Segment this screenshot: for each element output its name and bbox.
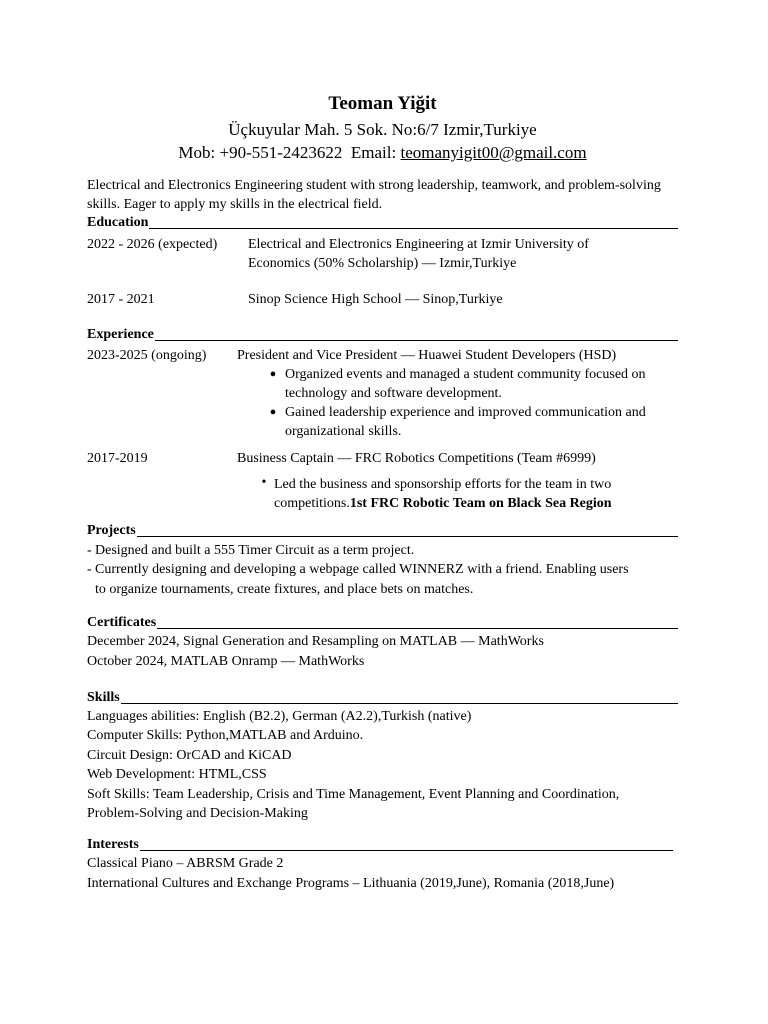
skill-item: Problem-Solving and Decision-Making: [87, 806, 308, 822]
education-date: 2017 - 2021: [87, 292, 155, 307]
section-title: Education: [87, 215, 149, 230]
section-rule: [137, 536, 678, 537]
certificate-item: October 2024, MATLAB Onramp — MathWorks: [87, 653, 365, 669]
achievement-text: 1st FRC Robotic Team on Black Sea Region: [349, 496, 612, 511]
skill-item: Languages abilities: English (B2.2), German (A2.2),Turkish (native): [87, 709, 472, 725]
bullet-line: technology and software development.: [285, 386, 502, 401]
education-line: Economics (50% Scholarship) — Izmir,Turkiye: [248, 256, 517, 271]
section-rule: [155, 340, 678, 341]
experience-date: 2023-2025 (ongoing): [87, 348, 207, 363]
section-rule: [121, 703, 678, 704]
bullet-text: [274, 475, 612, 513]
section-rule: [140, 850, 673, 851]
address-line: Üçkuyular Mah. 5 Sok. No:6/7 Izmir,Turkiye: [228, 120, 537, 139]
section-rule: [149, 228, 678, 229]
section-title: Skills: [87, 690, 120, 706]
project-line: to organize tournaments, create fixtures, and place bets on matches.: [95, 581, 474, 597]
project-line: Designed and built a 555 Timer Circuit as a term project.: [95, 543, 415, 558]
education-item: [87, 290, 678, 309]
bullet-item: [261, 403, 678, 441]
projects-heading: [87, 522, 678, 540]
certificates-heading: [87, 614, 678, 632]
section-title: Interests: [87, 837, 139, 853]
email-link[interactable]: teomanyigit00@gmail.com: [400, 143, 587, 162]
interest-item: International Cultures and Exchange Programs – Lithuania (2019,June), Romania (2018,June): [87, 875, 615, 891]
bullet-icon: •: [261, 475, 267, 490]
bullet-line: Organized events and managed a student community focused on: [285, 367, 646, 382]
resume-header: [67, 90, 698, 164]
bullet-line-start: competitions.: [274, 496, 350, 511]
education-detail: Sinop Science High School — Sinop,Turkiye: [248, 292, 503, 307]
bullet-line: organizational skills.: [285, 424, 402, 439]
bullet-text: [285, 403, 646, 441]
section-rule: [157, 628, 678, 629]
experience-detail: [237, 449, 678, 513]
bullet-line: Led the business and sponsorship efforts for the team in two: [274, 477, 612, 492]
section-title: Projects: [87, 523, 136, 538]
education-heading: [87, 214, 678, 232]
experience-heading: [87, 326, 678, 344]
section-title: Certificates: [87, 615, 157, 631]
bullet-item: [261, 365, 678, 403]
skill-item: Computer Skills: Python,MATLAB and Arduino.: [87, 728, 364, 744]
skill-item: Circuit Design: OrCAD and KiCAD: [87, 747, 292, 763]
resume-page: [87, 90, 678, 893]
bullet-icon: ●: [269, 368, 277, 380]
bullet-line: Gained leadership experience and improved communication and: [285, 405, 646, 420]
section-title: Experience: [87, 327, 154, 342]
bullet-line: [274, 494, 612, 513]
project-line: Currently designing and developing a webpage called WINNERZ with a friend. Enabling users: [95, 562, 629, 578]
bullet-item: [254, 475, 678, 513]
education-date: 2022 - 2026 (expected): [87, 237, 218, 252]
education-line: Electrical and Electronics Engineering at Izmir University of: [248, 237, 589, 252]
dash-marker: -: [87, 543, 92, 558]
skill-item: Soft Skills: Team Leadership, Crisis and Time Management, Event Planning and Coordination,: [87, 786, 620, 802]
candidate-name: Teoman Yiğit: [328, 93, 437, 114]
dash-marker: -: [87, 562, 92, 578]
phone-text: Mob: +90-551-2423622 Email:: [178, 143, 401, 162]
education-item: [87, 235, 678, 273]
contact-line: [67, 141, 698, 164]
experience-item: [87, 346, 678, 441]
skill-item: Web Development: HTML,CSS: [87, 767, 267, 783]
experience-detail: [237, 346, 678, 441]
experience-date: 2017-2019: [87, 451, 148, 466]
experience-role: Business Captain — FRC Robotics Competitions (Team #6999): [237, 451, 596, 466]
experience-item: [87, 449, 678, 513]
interest-item: Classical Piano – ABRSM Grade 2: [87, 856, 284, 872]
skills-heading: [87, 689, 678, 707]
project-item: [87, 541, 678, 560]
certificate-item: December 2024, Signal Generation and Resampling on MATLAB — MathWorks: [87, 634, 544, 650]
bullet-text: [285, 365, 646, 403]
project-text: [95, 560, 629, 599]
summary-text: Electrical and Electronics Engineering student with strong leadership, teamwork, and problem-solving skills. Eager to apply my skills in the electrical field.: [87, 178, 661, 212]
education-detail: [248, 235, 678, 273]
project-item: [87, 560, 678, 599]
bullet-icon: ●: [269, 406, 277, 418]
experience-role: President and Vice President — Huawei Student Developers (HSD): [237, 348, 617, 363]
interests-heading: [87, 836, 673, 854]
